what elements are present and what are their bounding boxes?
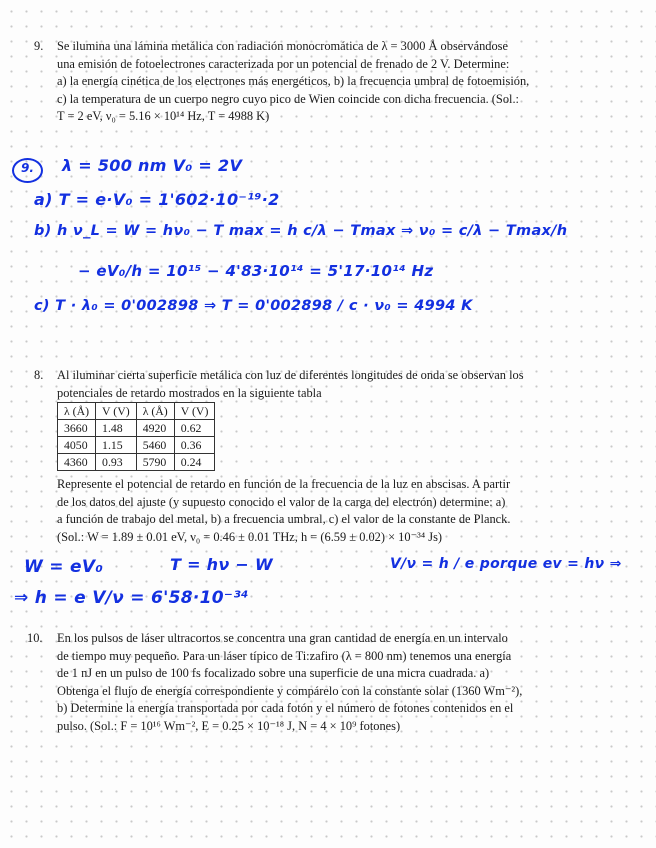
problem-10-line: En los pulsos de láser ultracortos se concentra una gran cantidad de energía en un intervalo — [57, 631, 508, 645]
table-row — [58, 420, 215, 437]
problem-8-line: de los datos del ajuste (y supuesto conocido el valor de la carga del electrón) determine: a) — [57, 494, 506, 509]
problem-8-continued — [57, 476, 617, 546]
handwritten-note-8-kinetic: T = hν − W — [170, 555, 273, 574]
problem-9-line: T = 2 eV, ν₀ = 5.16 × 10¹⁴ Hz, T = 4988 K) — [57, 109, 270, 124]
problem-10-line: b) Determine la energía transportada por cada fotón y el número de fotones contenidos en el — [57, 701, 514, 716]
problem-8-line: potenciales de retardo mostrados en la siguiente tabla — [57, 385, 322, 400]
table-cell: 1.48 — [96, 420, 137, 437]
table-cell: 3660 — [58, 420, 96, 437]
table-row — [58, 437, 215, 454]
problem-8-line: a función de trabajo del metal, b) a frecuencia umbral, c) el valor de la constante de Planck. — [57, 512, 511, 527]
table-header-row — [58, 403, 215, 420]
problem-9-line: c) la temperatura de un cuerpo negro cuyo pico de Wien coincide con dicha frecuencia. (Sol.: — [57, 91, 519, 106]
handwritten-note-8-work-function: W = eV₀ — [24, 557, 104, 577]
table-cell: 0.36 — [174, 437, 215, 454]
handwritten-note-9-line4: − eV₀/h = 10¹⁵ − 4'83·10¹⁴ = 5'17·10¹⁴ Hz — [78, 262, 434, 280]
table-header-cell: V (V) — [96, 403, 137, 420]
table-cell: 0.62 — [174, 420, 215, 437]
problem-10-line: pulso. (Sol.: F = 10¹⁶ Wm⁻², E = 0.25 × 10⁻¹⁸ J, N = 4 × 10⁹ fotones) — [57, 718, 401, 733]
handwritten-note-8-planck: ⇒ h = e V/ν = 6'58·10⁻³⁴ — [14, 588, 249, 608]
problem-10-line: Obtenga el flujo de energía correspondiente y compárelo con la constante solar (1360 Wm⁻²), — [57, 683, 523, 698]
handwritten-note-9-line1: λ = 500 nm V₀ = 2V — [62, 156, 243, 175]
problem-8-line: (Sol.: W = 1.89 ± 0.01 eV, ν₀ = 0.46 ± 0.01 THz, h = (6.59 ± 0.02) × 10⁻³⁴ Js) — [57, 529, 443, 544]
table-cell: 0.24 — [174, 454, 215, 471]
handwritten-note-9-line3: b) h ν_L = W = hν₀ − T max = h c/λ − Tmax ⇒ ν₀ = c/λ − Tmax/h — [34, 223, 568, 239]
problem-9-line: Se ilumina una lámina metálica con radiación monocromática de λ = 3000 Å observándose — [57, 39, 508, 53]
handwritten-problem-marker — [12, 158, 43, 183]
problem-9-line: a) la energía cinética de los electrones más energéticos, b) la frecuencia umbral de fotoemisión, — [57, 74, 530, 89]
problem-10 — [27, 630, 617, 736]
problem-10-number: 10. — [27, 631, 43, 645]
problem-10-line: de 1 nJ en un pulso de 100 fs focalizado sobre una superficie de una micra cuadrada. a) — [57, 666, 490, 681]
problem-8-number: 8. — [34, 368, 44, 382]
handwritten-problem-marker-label: 9. — [21, 161, 34, 175]
table-cell: 4360 — [58, 454, 96, 471]
table-header-cell: V (V) — [174, 403, 215, 420]
table-cell: 4920 — [136, 420, 174, 437]
problem-9-line: una emisión de fotoelectrones caracterizada por un potencial de frenado de 2 V. Determine: — [57, 56, 510, 71]
table-cell: 5460 — [136, 437, 174, 454]
handwritten-note-8-slope: V/ν = h / e porque ev = hν ⇒ — [390, 556, 622, 572]
problem-8-line: Represente el potencial de retardo en función de la frecuencia de la luz en abscisas. A partir — [57, 477, 511, 491]
problem-8 — [34, 367, 617, 402]
table-header-cell: λ (Å) — [136, 403, 174, 420]
table-cell: 4050 — [58, 437, 96, 454]
table-cell: 5790 — [136, 454, 174, 471]
table-cell: 1.15 — [96, 437, 137, 454]
problem-10-line: de tiempo muy pequeño. Para un láser típico de Ti:zafiro (λ = 800 nm) tenemos una energía — [57, 648, 512, 663]
handwritten-note-9-line5: c) T · λ₀ = 0'002898 ⇒ T = 0'002898 / c · ν₀ = 4994 K — [34, 298, 473, 314]
table-header-cell: λ (Å) — [58, 403, 96, 420]
retarding-potential-table — [57, 402, 215, 471]
problem-9 — [34, 38, 617, 126]
problem-9-number: 9. — [34, 39, 44, 53]
handwritten-note-9-line2: a) T = e·V₀ = 1'602·10⁻¹⁹·2 — [34, 190, 280, 209]
table-cell: 0.93 — [96, 454, 137, 471]
table-row — [58, 454, 215, 471]
problem-8-line: Al iluminar cierta superficie metálica con luz de diferentes longitudes de onda se observan los — [57, 368, 524, 382]
